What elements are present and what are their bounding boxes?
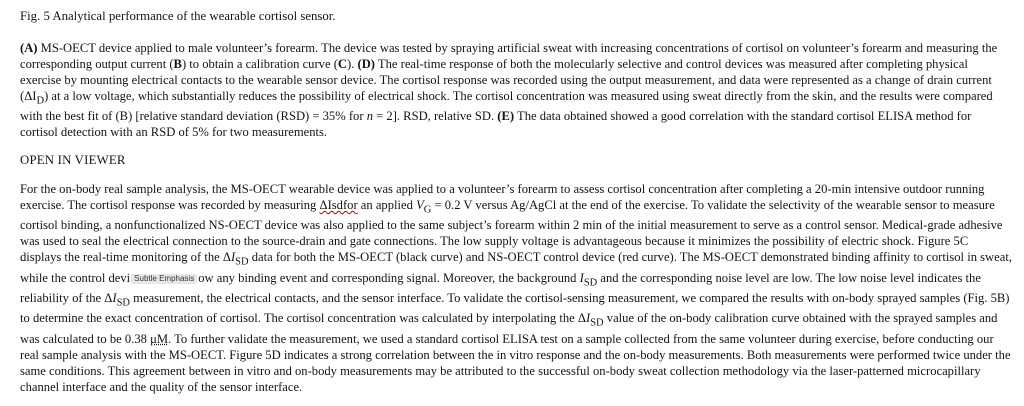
body-text: data for both the MS-OECT (black curve) and NS-OECT control device (red curve). The MS-OECT demonstrated binding affinity to cortisol in sweat, while the control devi — [20, 250, 1012, 285]
subscript-d: D — [36, 95, 45, 107]
variable-i: I — [586, 311, 591, 326]
caption-text-d: The real-time response of both the molecularly selective and control devices was measured after completing physical exercise by mounting electrical contacts to the wearable sensor device. The cortisol response was recorded using the output measurement, and data were represented as a change of drain current (ΔI — [20, 56, 992, 103]
caption-text-c: ). — [347, 56, 358, 71]
figure-title: Fig. 5 Analytical performance of the wearable cortisol sensor. — [20, 9, 336, 23]
caption-text-d3: = 2]. RSD, relative SD. — [373, 109, 498, 124]
body-text: = 0.2 V versus Ag/AgCl at the end of the exercise. To validate the selectivity of the wearable sensor to measure cortisol binding, a nonfunctionalized NS-OECT device was also applied to the same subject’s forearm within 2 min of the initial measurement to serve as a control sensor. Medical-grade adhesive was used to seal the electrical connection to the source-drain and gate connections. The low supply voltage is advantageous because it minimizes the possibility of electric shock. Figure 5C displays the real-time monitoring of the Δ — [20, 197, 1003, 265]
variable-i: I — [112, 290, 117, 305]
unit-um: μM — [150, 331, 169, 346]
variable-i: I — [579, 270, 584, 285]
body-text: an applied — [357, 197, 417, 212]
subscript-g: G — [423, 204, 432, 216]
subscript-sd: SD — [590, 317, 604, 329]
misspelled-word: ΔIsdfor — [319, 197, 358, 212]
body-paragraph — [20, 182, 1012, 395]
body-text: . To further validate the measurement, we used a standard cortisol ELISA test on a sample collected from the same volunteer during exercise, before conducting our real sample analysis with the MS-OECT. Figure 5D indicates a strong correlation between the in vitro response and the on-body measurements. Both measurements were performed twice under the same conditions. This agreement between in vitro and on-body measurements may be attributed to the successful on-body sweat collection methodology via the laser-patterned microcapillary channel interface and the quality of the sensor interface. — [20, 331, 1011, 394]
panel-label-c: C — [337, 56, 348, 71]
caption-text-d2: ) at a low voltage, which substantially reduces the possibility of electrical shock. The cortisol concentration was measured using sweat directly from the skin, and the results were compared with the best fit of (B) [relative standard deviation (RSD) = 35% for — [20, 88, 993, 124]
subscript-sd: SD — [235, 256, 249, 268]
body-text: ow any binding event and corresponding signal. Moreover, the background — [198, 270, 580, 285]
open-in-viewer-link[interactable]: OPEN IN VIEWER — [20, 153, 126, 167]
panel-label-e: (E) — [497, 109, 515, 124]
panel-label-d: (D) — [357, 56, 375, 71]
style-tooltip: Subtle Emphasis — [131, 274, 197, 284]
body-text: For the on-body real sample analysis, the MS-OECT wearable device was applied to a volunteer’s forearm to assess cortisol concentration after completing a 20-min intensive outdoor running exercise. The cortisol response was recorded by measuring — [20, 182, 985, 212]
subscript-sd: SD — [116, 297, 131, 309]
panel-label-a: (A) — [20, 41, 38, 55]
subscript-sd: SD — [583, 277, 598, 289]
panel-label-b: B — [173, 56, 182, 71]
caption-text-e: The data obtained showed a good correlation with the standard cortisol ELISA method for cortisol detection with an RSD of 5% for two measurements. — [20, 109, 972, 140]
variable-v: V — [416, 197, 424, 212]
n-symbol: n — [366, 109, 373, 124]
body-text: and the corresponding noise level are low. The low noise level indicates the reliability of the Δ — [20, 270, 981, 305]
body-text: measurement, the electrical contacts, and the sensor interface. To validate the cortisol-sensing measurement, we compared the results with on-body sprayed samples (Fig. 5B) to determine the exact concentration of cortisol. The cortisol concentration was calculated by interpolating the Δ — [20, 290, 1010, 326]
variable-i: I — [230, 250, 236, 265]
caption-text-a: MS-OECT device applied to male volunteer’s forearm. The device was tested by spraying artificial sweat with increasing concentrations of cortisol on volunteer’s forearm and measuring the corresponding output current ( — [20, 41, 998, 71]
body-text: value of the on-body calibration curve obtained with the sprayed samples and was calculated to be 0.38 — [20, 311, 998, 346]
figure-caption — [20, 41, 1010, 141]
caption-text-b: ) to obtain a calibration curve ( — [181, 56, 338, 71]
